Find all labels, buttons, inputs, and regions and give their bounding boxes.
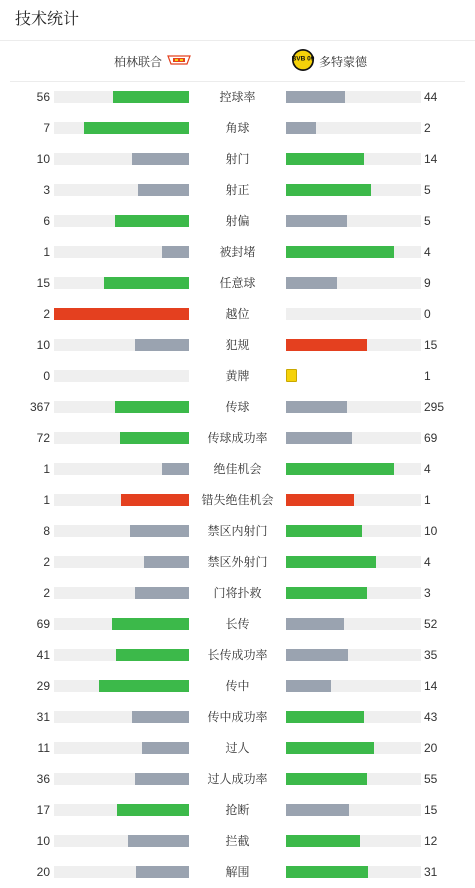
bvb-logo-text: BVB 09: [291, 55, 315, 62]
home-bar-fill: [113, 91, 189, 103]
away-bar-track: [286, 463, 421, 475]
stat-label: 长传成功率: [207, 648, 268, 662]
away-bar-track: [286, 835, 421, 847]
away-bar-fill: [286, 432, 352, 444]
home-bar-fill: [54, 308, 189, 320]
home-value: 1: [43, 245, 50, 259]
away-value: 4: [424, 462, 431, 476]
away-bar-track: [286, 773, 421, 785]
home-bar-fill: [99, 680, 189, 692]
stat-row: [0, 149, 475, 169]
stat-row: [0, 397, 475, 417]
stat-row: [0, 211, 475, 231]
home-bar-fill: [116, 649, 189, 661]
home-bar-fill: [104, 277, 189, 289]
home-bar-fill: [117, 804, 189, 816]
away-value: 12: [424, 834, 438, 848]
home-bar-fill: [135, 587, 189, 599]
away-value: 1: [424, 369, 431, 383]
home-value: 7: [43, 121, 50, 135]
home-bar-track: [54, 649, 189, 661]
away-team-name: 多特蒙德: [319, 54, 368, 69]
away-value: 55: [424, 772, 438, 786]
away-bar-fill: [286, 556, 376, 568]
away-bar-track: [286, 866, 421, 878]
home-bar-fill: [135, 339, 189, 351]
stat-row: [0, 769, 475, 789]
away-bar-fill: [286, 525, 362, 537]
away-bar-fill: [286, 618, 344, 630]
away-value: 15: [424, 338, 438, 352]
home-value: 69: [36, 617, 50, 631]
yellow-card-icon: [286, 369, 297, 382]
stat-label: 任意球: [219, 276, 256, 290]
stat-label: 过人成功率: [207, 772, 268, 786]
stat-label: 控球率: [219, 90, 256, 104]
stat-row: [0, 645, 475, 665]
home-bar-fill: [130, 525, 189, 537]
home-bar-track: [54, 215, 189, 227]
stat-row: [0, 335, 475, 355]
away-bar-fill: [286, 587, 367, 599]
away-bar-fill: [286, 742, 374, 754]
away-bar-track: [286, 494, 421, 506]
home-bar-track: [54, 494, 189, 506]
away-bar-track: [286, 556, 421, 568]
away-bar-fill: [286, 866, 368, 878]
away-bar-fill: [286, 339, 367, 351]
stat-row: [0, 87, 475, 107]
away-value: 52: [424, 617, 438, 631]
away-value: 295: [424, 400, 445, 414]
stat-label: 犯规: [225, 338, 250, 352]
home-bar-fill: [135, 773, 189, 785]
home-bar-fill: [120, 432, 189, 444]
stat-label: 抢断: [225, 803, 250, 817]
home-value: 10: [36, 834, 50, 848]
away-bar-track: [286, 308, 421, 320]
away-bar-fill: [286, 246, 394, 258]
page-title: 技术统计: [15, 11, 80, 28]
home-bar-track: [54, 153, 189, 165]
home-bar-fill: [162, 463, 189, 475]
home-value: 11: [37, 741, 50, 755]
away-value: 35: [424, 648, 438, 662]
home-bar-fill: [115, 401, 189, 413]
home-team[interactable]: [114, 52, 192, 70]
home-value: 2: [43, 307, 50, 321]
stat-row: [0, 242, 475, 262]
away-bar-fill: [286, 153, 364, 165]
home-bar-track: [54, 680, 189, 692]
stat-row: [0, 583, 475, 603]
away-bar-track: [286, 91, 421, 103]
away-bar-track: [286, 184, 421, 196]
away-value: 5: [424, 183, 431, 197]
stat-row: [0, 304, 475, 324]
stat-label: 射门: [225, 152, 250, 166]
home-value: 31: [36, 710, 50, 724]
away-bar-track: [286, 153, 421, 165]
home-bar-fill: [112, 618, 189, 630]
home-value: 3: [43, 183, 50, 197]
home-value: 20: [36, 865, 50, 879]
home-value: 41: [36, 648, 50, 662]
home-bar-track: [54, 587, 189, 599]
home-value: 2: [43, 586, 50, 600]
away-bar-fill: [286, 463, 394, 475]
away-bar-track: [286, 525, 421, 537]
stat-label: 越位: [225, 307, 250, 321]
home-value: 72: [36, 431, 50, 445]
away-bar-track: [286, 401, 421, 413]
stat-row: [0, 552, 475, 572]
away-value: 3: [424, 586, 431, 600]
home-bar-track: [54, 804, 189, 816]
away-value: 14: [424, 152, 438, 166]
home-bar-track: [54, 432, 189, 444]
stat-row: [0, 118, 475, 138]
away-value: 4: [424, 245, 431, 259]
away-bar-fill: [286, 215, 347, 227]
divider: [10, 81, 465, 82]
away-bar-fill: [286, 401, 347, 413]
stat-label: 黄牌: [225, 369, 250, 383]
home-bar-track: [54, 339, 189, 351]
home-value: 8: [43, 524, 50, 538]
home-value: 2: [43, 555, 50, 569]
away-team[interactable]: [291, 48, 367, 74]
home-bar-track: [54, 711, 189, 723]
away-value: 1: [424, 493, 431, 507]
union-berlin-logo-icon: [166, 53, 192, 70]
away-value: 2: [424, 121, 431, 135]
team-header: [0, 41, 475, 81]
home-bar-fill: [162, 246, 189, 258]
stat-row: [0, 831, 475, 851]
home-bar-fill: [84, 122, 189, 134]
home-bar-track: [54, 91, 189, 103]
away-bar-track: [286, 432, 421, 444]
home-bar-track: [54, 277, 189, 289]
away-bar-fill: [286, 773, 367, 785]
away-value: 20: [424, 741, 438, 755]
away-bar-fill: [286, 680, 331, 692]
home-bar-fill: [132, 711, 189, 723]
home-value: 56: [36, 90, 50, 104]
away-bar-fill: [286, 649, 348, 661]
stat-label: 解围: [225, 865, 250, 879]
away-bar-track: [286, 122, 421, 134]
home-value: 15: [36, 276, 50, 290]
home-value: 6: [43, 214, 50, 228]
away-value: 0: [424, 307, 431, 321]
away-bar-fill: [286, 122, 316, 134]
home-bar-track: [54, 618, 189, 630]
home-value: 0: [43, 369, 50, 383]
away-value: 14: [424, 679, 438, 693]
away-bar-track: [286, 618, 421, 630]
away-value: 10: [424, 524, 438, 538]
stat-label: 拦截: [225, 834, 250, 848]
home-bar-track: [54, 401, 189, 413]
away-value: 15: [424, 803, 438, 817]
away-bar-track: [286, 339, 421, 351]
home-value: 29: [36, 679, 50, 693]
stat-row: [0, 428, 475, 448]
stat-label: 传中成功率: [207, 710, 268, 724]
away-value: 69: [424, 431, 438, 445]
home-bar-track: [54, 370, 189, 382]
home-value: 17: [36, 803, 50, 817]
home-team-name: 柏林联合: [113, 54, 162, 69]
away-bar-fill: [286, 835, 360, 847]
stat-row: [0, 180, 475, 200]
home-bar-fill: [121, 494, 189, 506]
home-bar-track: [54, 122, 189, 134]
away-bar-fill: [286, 804, 349, 816]
stat-row: [0, 738, 475, 758]
stat-row: [0, 366, 475, 386]
home-bar-fill: [136, 866, 189, 878]
stat-label: 过人: [225, 741, 250, 755]
stat-label: 禁区内射门: [207, 524, 268, 538]
home-value: 1: [43, 493, 50, 507]
stat-label: 传中: [225, 679, 250, 693]
away-bar-fill: [286, 91, 345, 103]
home-bar-track: [54, 308, 189, 320]
away-value: 4: [424, 555, 431, 569]
home-bar-fill: [132, 153, 189, 165]
home-bar-track: [54, 835, 189, 847]
away-value: 43: [424, 710, 438, 724]
stat-row: [0, 459, 475, 479]
away-bar-track: [286, 246, 421, 258]
stat-label: 传球: [225, 400, 250, 414]
away-bar-track: [286, 277, 421, 289]
stat-row: [0, 862, 475, 882]
away-bar-track: [286, 804, 421, 816]
away-bar-track: [286, 711, 421, 723]
home-bar-fill: [128, 835, 189, 847]
home-bar-track: [54, 866, 189, 878]
stat-label: 传球成功率: [207, 431, 268, 445]
stat-row: [0, 273, 475, 293]
stat-label: 门将扑救: [213, 586, 262, 600]
home-value: 1: [43, 462, 50, 476]
away-bar-fill: [286, 711, 364, 723]
home-value: 10: [36, 152, 50, 166]
stat-row: [0, 676, 475, 696]
stat-row: [0, 490, 475, 510]
home-value: 36: [36, 772, 50, 786]
away-bar-fill: [286, 184, 371, 196]
stat-label: 禁区外射门: [207, 555, 268, 569]
home-bar-track: [54, 184, 189, 196]
bvb-logo-icon: [291, 48, 315, 75]
home-bar-track: [54, 556, 189, 568]
away-bar-fill: [286, 277, 337, 289]
away-bar-track: [286, 649, 421, 661]
stat-row: [0, 800, 475, 820]
stat-label: 射偏: [225, 214, 250, 228]
home-bar-track: [54, 742, 189, 754]
home-bar-fill: [142, 742, 189, 754]
away-bar-track: [286, 742, 421, 754]
home-bar-track: [54, 463, 189, 475]
away-value: 31: [424, 865, 438, 879]
home-value: 367: [29, 400, 50, 414]
home-bar-fill: [115, 215, 189, 227]
stat-label: 射正: [225, 183, 250, 197]
home-bar-track: [54, 525, 189, 537]
away-bar-track: [286, 215, 421, 227]
away-value: 5: [424, 214, 431, 228]
stat-label: 角球: [225, 121, 250, 135]
stat-label: 错失绝佳机会: [201, 493, 274, 507]
home-bar-fill: [144, 556, 189, 568]
stat-label: 长传: [225, 617, 250, 631]
away-value: 9: [424, 276, 431, 290]
away-bar-track: [286, 587, 421, 599]
stat-row: [0, 521, 475, 541]
home-bar-fill: [138, 184, 189, 196]
away-bar-fill: [286, 494, 354, 506]
stat-row: [0, 707, 475, 727]
away-bar-track: [286, 680, 421, 692]
home-bar-track: [54, 246, 189, 258]
home-bar-track: [54, 773, 189, 785]
stat-row: [0, 614, 475, 634]
away-value: 44: [424, 90, 438, 104]
stat-label: 绝佳机会: [213, 462, 262, 476]
home-value: 10: [36, 338, 50, 352]
stat-label: 被封堵: [219, 245, 256, 259]
